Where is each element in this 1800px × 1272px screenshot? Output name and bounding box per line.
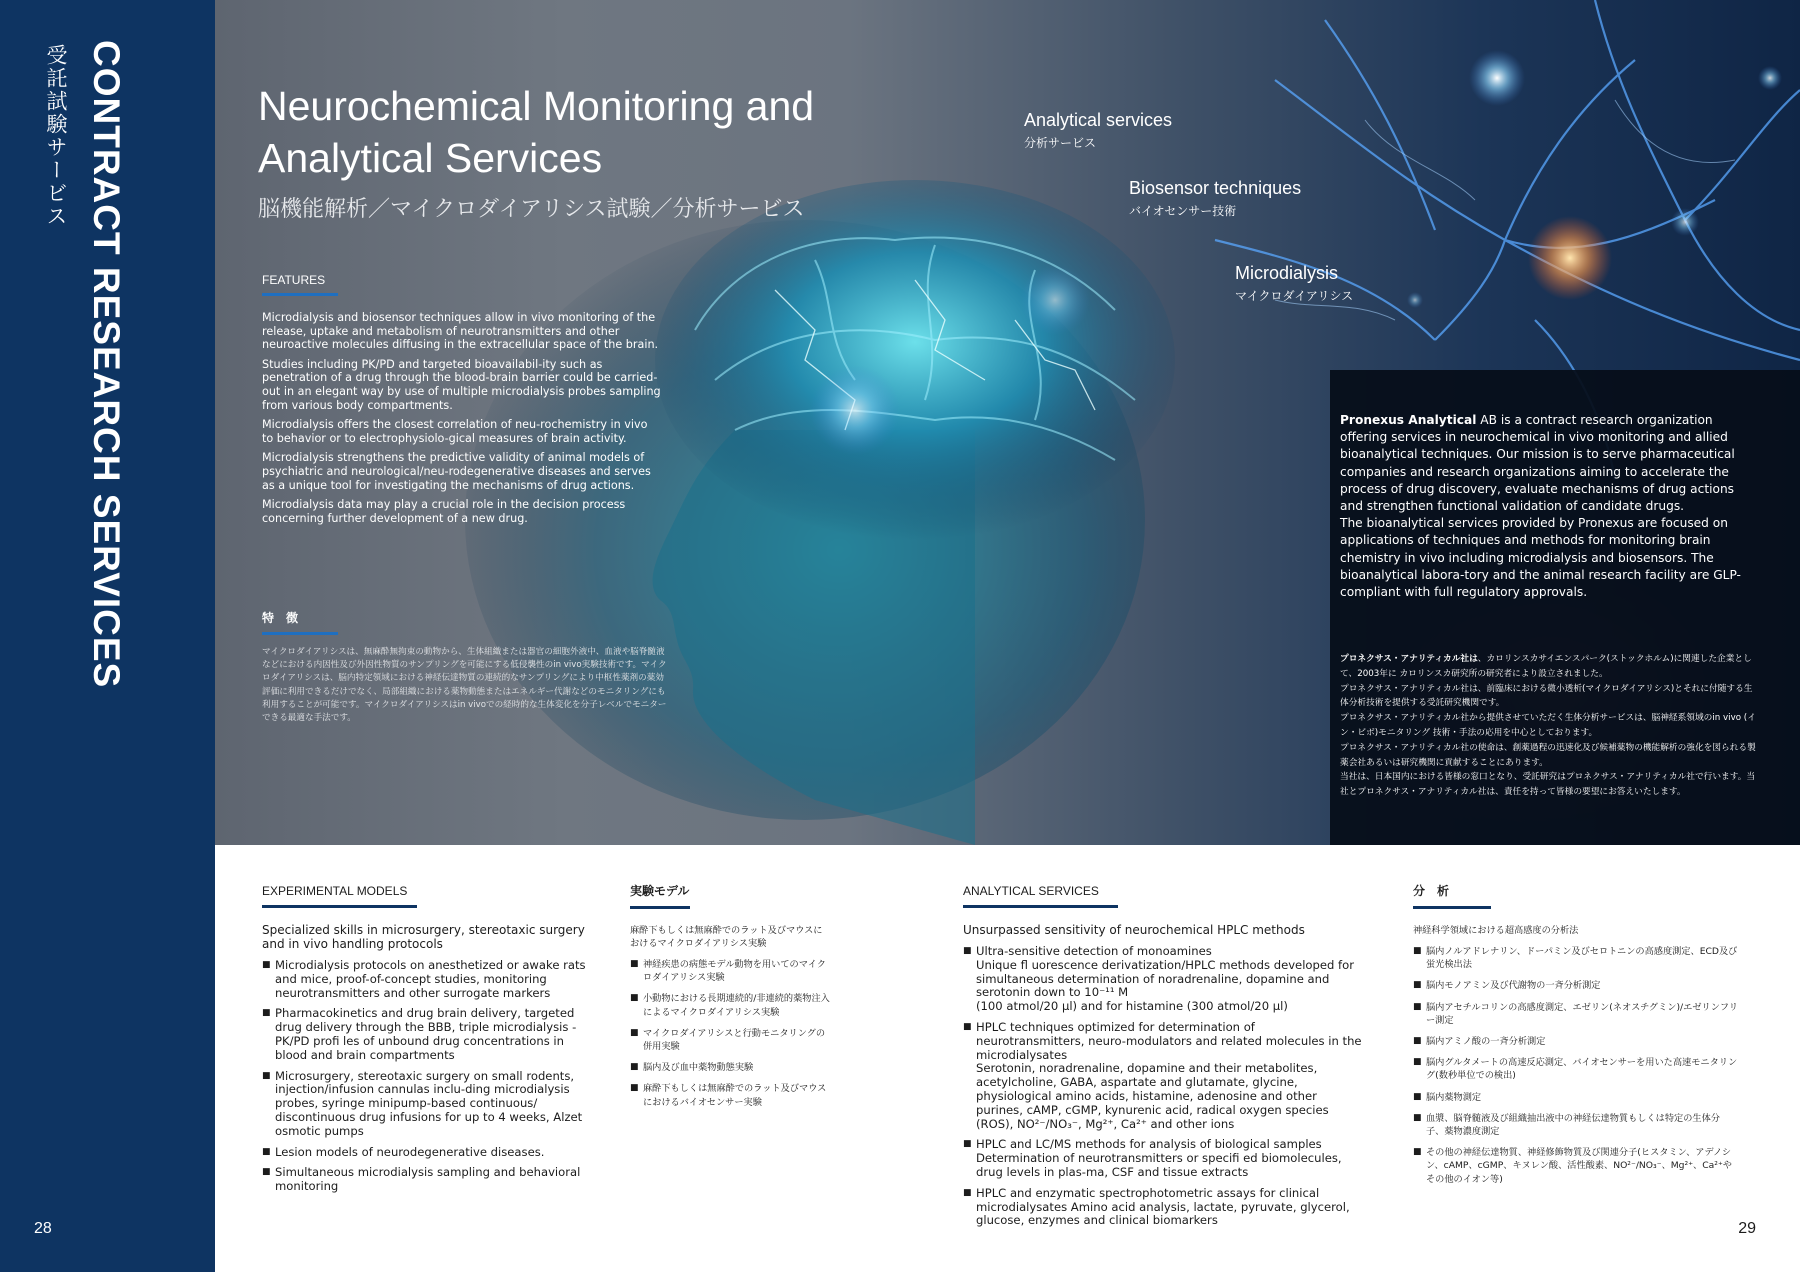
about-jp-line — [1340, 652, 1760, 682]
features-paragraph: Microdialysis data may play a crucial role in the decision process concerning further development of a new drug. — [262, 498, 626, 525]
list-item: ■ 脳内アセチルコリンの高感度測定、エゼリン(ネオスチグミン)/エゼリンフリー測定 — [1413, 1001, 1738, 1027]
service-microdialysis-jp: マイクロダイアリシス — [1235, 289, 1354, 303]
service-analytical — [1024, 110, 1172, 151]
service-microdialysis-en: Microdialysis — [1235, 263, 1339, 283]
experimental-models-underline — [262, 905, 417, 908]
page-title-line2: Analytical Services — [258, 135, 603, 181]
list-item — [963, 1021, 1363, 1131]
features-paragraph: Microdialysis strengthens the predictive validity of animal models of psychiatric and neurological/neu-rodegenerative diseases and serves as a unique tool for investigating the mechanisms of drug actions. — [262, 451, 651, 492]
bunseki-list — [1413, 945, 1738, 1186]
about-jp-brand: プロネクサス・アナリティカル社は — [1340, 654, 1478, 664]
about-intro-text: AB is a contract research organization offering services in neurochemical in vivo monitoring and allied bioanalytical techniques. Our mission is to serve pharmaceutical companies and research organizations aiming to accelerate the process of drug discovery, evaluate mechanisms of drug actions and strengthen functional validation of candidate drugs. — [1340, 413, 1735, 514]
list-item: ■ 血漿、脳脊髄液及び組織抽出液中の神経伝達物質もしくは特定の生体分子、薬物濃度測定 — [1413, 1112, 1738, 1138]
page-title-line1: Neurochemical Monitoring and — [258, 83, 815, 129]
jikken-section — [630, 880, 830, 1117]
item-body: Unique fl uorescence derivatization/HPLC methods developed for simultaneous determination of noradrenaline, dopamine and serotonin down to 10⁻¹¹ M — [976, 957, 1354, 1000]
bunseki-lead: 神経科学領域における超高感度の分析法 — [1413, 925, 1579, 936]
tokucho-heading-label: 特 徴 — [262, 611, 299, 625]
bunseki-heading — [1413, 882, 1491, 909]
analytical-services-section — [963, 880, 1363, 1235]
list-item: ■ その他の神経伝達物質、神経修飾物質及び関連分子(ヒスタミン、アデノシン、cAMP、cGMP、キヌレン酸、活性酸素、NO²⁻/NO₃⁻、Mg²⁺、Ca²⁺やその他のイオン等) — [1413, 1146, 1738, 1186]
features-paragraph: Microdialysis and biosensor techniques allow in vivo monitoring of the release, uptake and metabolism of neurotransmitters and other neuroactive molecules diffusing in the extracellular space of the brain. — [262, 311, 659, 352]
bunseki-underline — [1413, 906, 1491, 909]
page-number-right: 29 — [1738, 1220, 1756, 1237]
analytical-services-heading-label: ANALYTICAL SERVICES — [963, 884, 1099, 898]
item-title: ■ HPLC techniques optimized for determination of neurotransmitters, neuro-modulators and related molecules in the microdialysates — [976, 1019, 1362, 1062]
list-item: ■ 脳内モノアミン及び代謝物の一斉分析測定 — [1413, 979, 1738, 992]
service-biosensor — [1129, 178, 1301, 219]
service-microdialysis — [1235, 263, 1353, 304]
analytical-services-lead: Unsurpassed sensitivity of neurochemical HPLC methods — [963, 923, 1305, 937]
list-item — [963, 945, 1363, 1014]
about-jp-line: プロネクサス・アナリティカル社から提供させていただく生体分析サービスは、脳神経系領域のin vivo (イン・ビボ)モニタリング 技術・手法の応用を中心としております。 — [1340, 713, 1756, 738]
features-paragraph: Microdialysis offers the closest correlation of neu-rochemistry in vivo to behavior or to electrophysiolo-gical measures of brain activity. — [262, 418, 648, 445]
service-biosensor-en: Biosensor techniques — [1129, 178, 1302, 198]
list-item: ■ Simultaneous microdialysis sampling and behavioral monitoring — [262, 1166, 592, 1194]
list-item: ■ Microdialysis protocols on anesthetized or awake rats and mice, proof-of-concept studies, monitoring neurotransmitters and other surrogate markers — [262, 959, 592, 1000]
item-title: ■ HPLC and LC/MS methods for analysis of biological samples — [976, 1137, 1322, 1152]
list-item — [963, 1138, 1363, 1179]
features-heading-underline — [262, 293, 338, 296]
about-japanese — [1340, 652, 1760, 800]
list-item: ■ Pharmacokinetics and drug brain delivery, targeted drug delivery through the BBB, triple microdialysis - PK/PD profi les of unbound drug concentrations in blood and brain compartments — [262, 1007, 592, 1062]
list-item — [963, 1187, 1363, 1228]
features-paragraph: Studies including PK/PD and targeted bioavailabil-ity such as penetration of a drug through the blood-brain barrier could be carried-out in an elegant way by use of multiple microdialysis probes sampling from various body compartments. — [262, 357, 661, 412]
bunseki-heading-label: 分 析 — [1413, 884, 1450, 898]
features-heading-label: FEATURES — [262, 273, 326, 287]
list-item: ■ 脳内アミノ酸の一斉分析測定 — [1413, 1035, 1738, 1048]
page-title — [258, 80, 958, 184]
about-english-second: The bioanalytical services provided by Pronexus are focused on applications of techniques and methods for monitoring brain chemistry in vivo including microdialysis and biosensors. The bioanalytical labora-tory and the animal research facility are GLP-compliant with full regulatory approvals. — [1340, 516, 1741, 600]
features-body — [262, 311, 662, 531]
experimental-models-list — [262, 959, 592, 1194]
experimental-models-heading-label: EXPERIMENTAL MODELS — [262, 884, 408, 898]
left-spine — [0, 0, 215, 1272]
about-english-intro — [1340, 412, 1755, 515]
page-subtitle-jp: 脳機能解析／マイクロダイアリシス試験／分析サービス — [258, 197, 805, 222]
jikken-list — [630, 958, 830, 1109]
list-item: ■ 小動物における長期連続的/非連続的薬物注入によるマイクロダイアリシス実験 — [630, 992, 830, 1018]
tokucho-heading — [262, 609, 338, 635]
list-item: ■ 脳内及び血中薬物動態実験 — [630, 1061, 830, 1074]
jikken-heading-label: 実験モデル — [630, 884, 690, 898]
analytical-services-heading — [963, 884, 1118, 908]
analytical-services-list — [963, 945, 1363, 1228]
bunseki-section — [1413, 880, 1738, 1194]
spine-title-en: CONTRACT RESEARCH SERVICES — [86, 40, 127, 689]
item-extra: (100 atmol/20 μl) and for histamine (300 atmol/20 μl) — [976, 999, 1288, 1014]
features-heading — [262, 273, 338, 296]
experimental-models-section — [262, 880, 592, 1201]
list-item: ■ Lesion models of neurodegenerative diseases. — [262, 1146, 592, 1160]
jikken-heading — [630, 882, 690, 909]
list-item: ■ 麻酔下もしくは無麻酔でのラット及びマウスにおけるバイオセンサー実験 — [630, 1082, 830, 1108]
tokucho-heading-underline — [262, 632, 338, 635]
spine-title-jp: 受託試験サービス — [44, 44, 68, 228]
item-title: ■ Ultra-sensitive detection of monoamines — [976, 944, 1212, 958]
about-jp-line: プロネクサス・アナリティカル社は、前臨床における微小透析(マイクロダイアリシス)とそれに付随する生体分析技術を提供する受託研究機関です。 — [1340, 683, 1753, 709]
analytical-services-underline — [963, 905, 1118, 908]
jikken-lead: 麻酔下もしくは無麻酔でのラット及びマウスにおけるマイクロダイアリシス実験 — [630, 925, 823, 949]
list-item: ■ 神経疾患の病態モデル動物を用いてのマイクロダイアリシス実験 — [630, 958, 830, 984]
list-item: ■ 脳内グルタメートの高速反応測定、バイオセンサーを用いた高速モニタリング(数秒単位での検出) — [1413, 1056, 1738, 1082]
about-jp-line: 当社は、日本国内における皆様の窓口となり、受託研究はプロネクサス・アナリティカル社で行います。当社とプロネクサス・アナリティカル社は、責任を持って皆様の要望にお答えいたします。 — [1340, 772, 1756, 798]
about-brand: Pronexus Analytical — [1340, 413, 1477, 427]
experimental-models-heading — [262, 884, 417, 908]
list-item: ■ 脳内薬物測定 — [1413, 1091, 1738, 1104]
jikken-underline — [630, 906, 690, 909]
item-body: Serotonin, noradrenaline, dopamine and their metabolites, acetylcholine, GABA, aspartate and glutamate, glycine, physiological amino acids, histamine, adenosine and other purines, cAMP, cGMP, kynurenic acid, radical oxygen species (ROS), NO²⁻/NO₃⁻, Mg²⁺, Ca²⁺ and other ions — [976, 1061, 1329, 1131]
about-jp-text: 、カロリンスカサイエンスパーク(ストックホルム)に関連した企業として、2003年に カロリンスカ研究所の研究者により設立されました。 — [1340, 654, 1752, 679]
item-body: Determination of neurotransmitters or specifi ed biomolecules, drug levels in plas-ma, CSF and tissue extracts — [976, 1151, 1342, 1179]
page-number-left: 28 — [34, 1220, 52, 1237]
service-analytical-en: Analytical services — [1024, 110, 1173, 130]
list-item: ■ Microsurgery, stereotaxic surgery on small rodents, injection/infusion cannulas inclu-ding microdialysis probes, syringe minipump-based continuous/ discontinuous drug infusions for up to 4 weeks, Alzet osmotic pumps — [262, 1070, 592, 1139]
list-item: ■ 脳内ノルアドレナリン、ドーパミン及びセロトニンの高感度測定、ECD及び蛍光検出法 — [1413, 945, 1738, 971]
about-jp-line: プロネクサス・アナリティカル社の使命は、創薬過程の迅速化及び候補薬物の機能解析の強化を図られる製薬会社あるいは研究機関に貢献することにあります。 — [1340, 742, 1756, 768]
service-biosensor-jp: バイオセンサー技術 — [1129, 204, 1237, 218]
tokucho-body: マイクロダイアリシスは、無麻酔無拘束の動物から、生体組織または器官の細胞外液中、血液や脳脊髄液などにおける内因性及び外因性物質のサンプリングを可能にする低侵襲性のin vivo実験技術です。マイクロダイアリシスは、脳内特定領域における神経伝達物質の連続的なサンプリングにより中枢性薬剤の薬効評価に利用できるだけでなく、局部組織における薬物動態またはエネルギー代謝などのモニタリングにも利用することが可能です。マイクロダイアリシスはin vivoでの経時的な生体変化を分子レベルでモニターできる最適な手法です。 — [262, 647, 667, 724]
about-english — [1340, 412, 1755, 601]
service-analytical-jp: 分析サービス — [1024, 136, 1097, 150]
item-title: ■ HPLC and enzymatic spectrophotometric assays for clinical microdialysates Amino acid analysis, lactate, pyruvate, glycerol, glucose, enzymes and clinical biomarkers — [976, 1185, 1350, 1228]
experimental-models-lead: Specialized skills in microsurgery, stereotaxic surgery and in vivo handling protocols — [262, 923, 585, 951]
hero-banner — [215, 0, 1800, 845]
list-item: ■ マイクロダイアリシスと行動モニタリングの併用実験 — [630, 1027, 830, 1053]
